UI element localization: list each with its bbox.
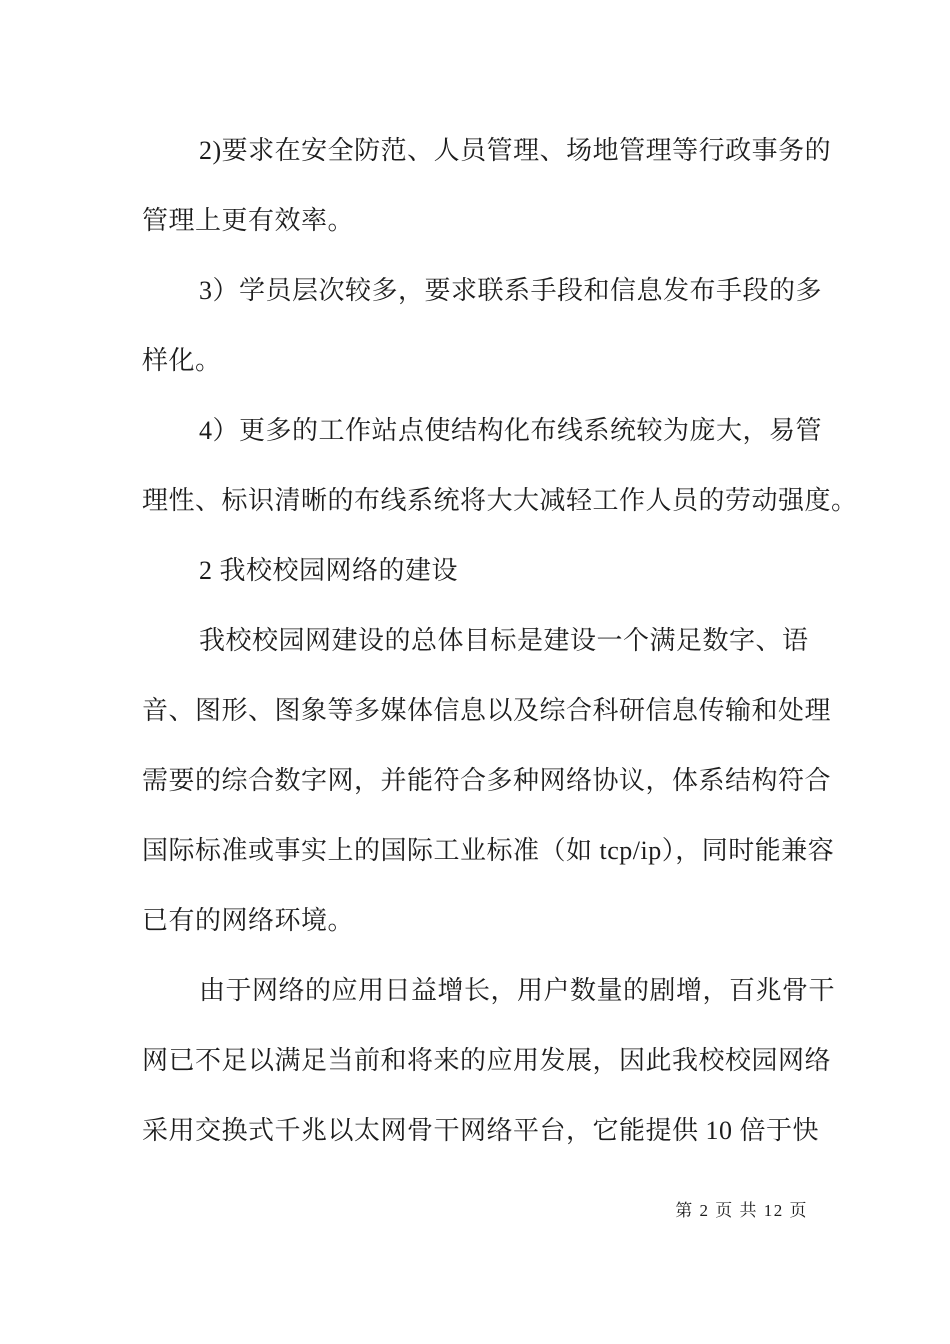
text-line: 需要的综合数字网，并能符合多种网络协议，体系结构符合: [142, 766, 832, 795]
text-line: 由于网络的应用日益增长，用户数量的剧增，百兆骨干: [199, 976, 836, 1005]
document-body: [142, 133, 858, 1183]
section-heading: 2 我校校园网络的建设: [199, 556, 459, 585]
page-number-label: 第 2 页 共 12 页: [675, 1201, 808, 1220]
text-line: 3）学员层次较多，要求联系手段和信息发布手段的多: [199, 276, 823, 305]
text-line: 4）更多的工作站点使结构化布线系统较为庞大，易管: [199, 416, 823, 445]
text-line: 网已不足以满足当前和将来的应用发展，因此我校校园网络: [142, 1046, 832, 1075]
text-line: 音、图形、图象等多媒体信息以及综合科研信息传输和处理: [142, 696, 832, 725]
text-line: 管理上更有效率。: [142, 206, 355, 235]
text-line: 我校校园网建设的总体目标是建设一个满足数字、语: [199, 626, 809, 655]
text-line: 样化。: [142, 346, 222, 375]
text-line: 国际标准或事实上的国际工业标准（如 tcp/ip），同时能兼容: [142, 836, 835, 865]
text-line: 已有的网络环境。: [142, 906, 355, 935]
page-footer: [675, 1196, 808, 1221]
text-line: 理性、标识清晰的布线系统将大大减轻工作人员的劳动强度。: [142, 486, 858, 515]
text-line: 采用交换式千兆以太网骨干网络平台，它能提供 10 倍于快: [142, 1116, 820, 1145]
text-line: 2)要求在安全防范、人员管理、场地管理等行政事务的: [199, 136, 832, 165]
